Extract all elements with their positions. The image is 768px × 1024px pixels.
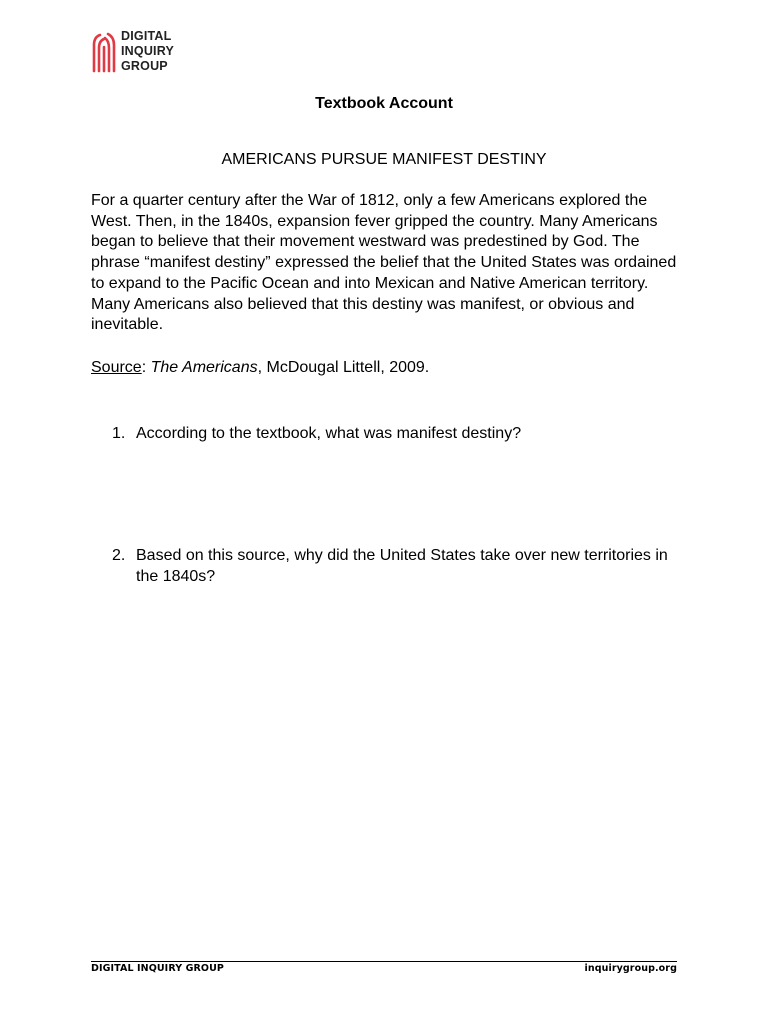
source-label: Source [91, 359, 142, 376]
footer-divider [91, 961, 677, 962]
source-separator: : [141, 359, 151, 376]
logo-line-3: GROUP [121, 59, 168, 73]
question-1 [112, 423, 672, 444]
logo-line-2: INQUIRY [121, 44, 175, 58]
logo-mark-icon [91, 31, 119, 75]
footer-website: inquirygroup.org [584, 963, 677, 974]
question-text: According to the textbook, what was manifest destiny? [136, 425, 522, 442]
source-work-title: The Americans [150, 359, 258, 376]
question-2 [112, 545, 672, 587]
textbook-passage: For a quarter century after the War of 1812, only a few Americans explored the West. Then, in the 1840s, expansion fever gripped the country. Many Americans began to believe that their movement westward was predestined by God. The phrase “manifest destiny” expressed the belief that the United States was ordained to expand to the Pacific Ocean and into Mexican and Native American territory. Many Americans also believed that this destiny was manifest, or obvious and inevitable. [91, 192, 677, 334]
question-number: 2. [112, 547, 126, 564]
footer-organization: DIGITAL INQUIRY GROUP [91, 963, 224, 974]
logo-wordmark [121, 29, 174, 74]
source-citation [91, 358, 429, 378]
source-details: , McDougal Littell, 2009. [257, 359, 430, 376]
document-title: Textbook Account [315, 95, 453, 112]
logo-line-1: DIGITAL [121, 29, 172, 43]
question-text: Based on this source, why did the United States take over new territories in the 1840s? [136, 547, 668, 585]
question-number: 1. [112, 425, 126, 442]
section-heading: AMERICANS PURSUE MANIFEST DESTINY [221, 151, 547, 168]
logo [91, 27, 209, 83]
